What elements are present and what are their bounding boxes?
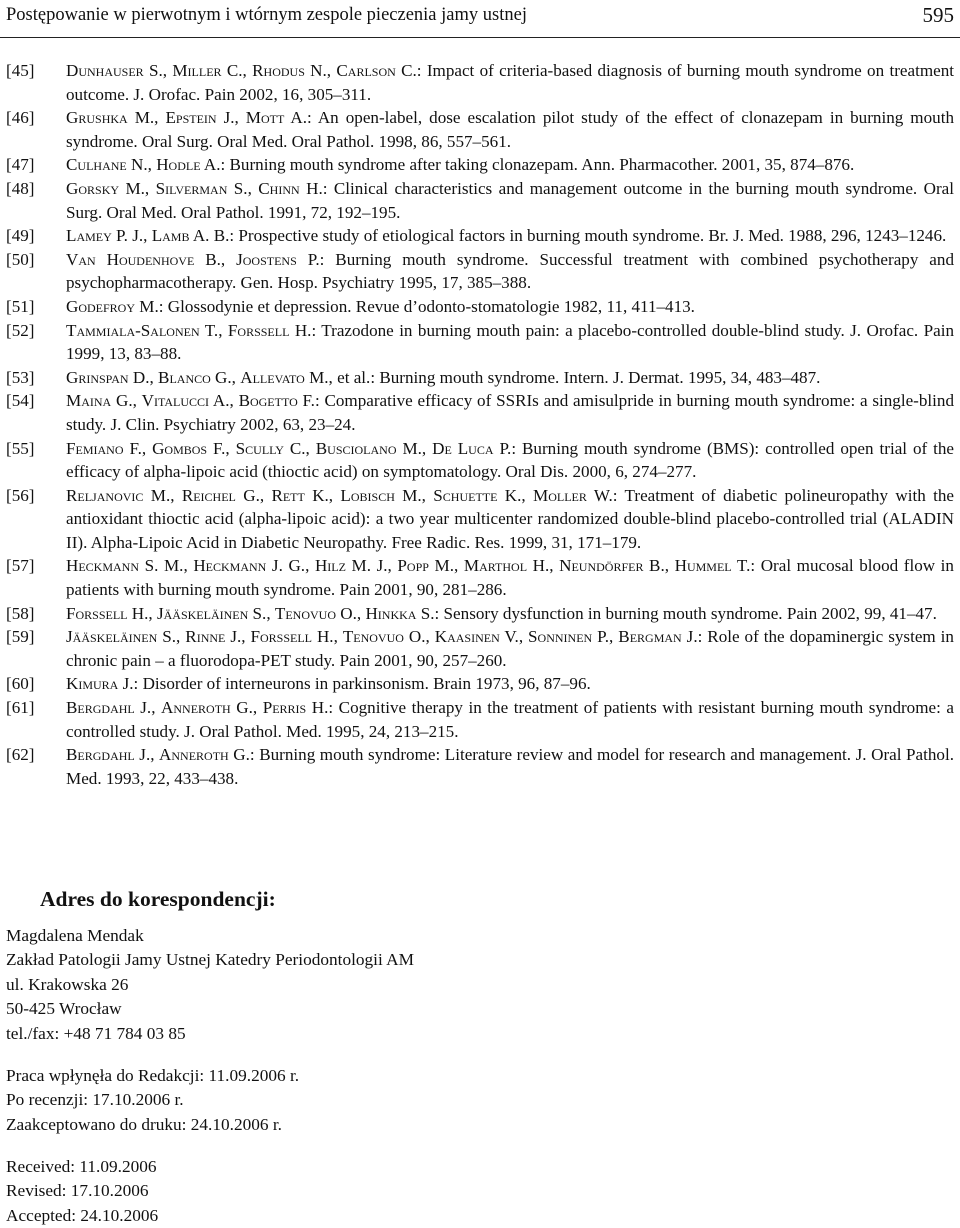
reference-number: [54] — [6, 391, 35, 411]
reference-author-initials: T.: — [731, 556, 756, 576]
reference-author-surname: Neundörfer — [559, 556, 644, 576]
reference-author-surname: Scully — [235, 438, 284, 458]
reference-number: [49] — [6, 226, 35, 246]
reference-author-initials: M., — [394, 485, 434, 505]
reference-entry — [6, 696, 954, 743]
reference-number: [60] — [6, 674, 35, 694]
reference-text: Burning mouth syndrome. Intern. J. Dermat. 1995, 34, 483–487. — [375, 367, 821, 387]
reference-number: [55] — [6, 438, 35, 458]
reference-author-surname: Maina — [66, 391, 112, 411]
reference-entry — [6, 366, 954, 390]
reference-author-surname: Bergman — [618, 627, 682, 647]
reference-author-surname: Bergdahl — [66, 745, 135, 765]
reference-author-initials: A.: — [284, 108, 312, 128]
submission-dates-pl — [6, 1064, 299, 1137]
reference-author-initials: O., — [403, 627, 435, 647]
reference-author-initials: F., — [123, 438, 153, 458]
reference-entry — [6, 389, 954, 436]
reference-author-surname: Vitalucci — [141, 391, 210, 411]
reference-entry — [6, 248, 954, 295]
reference-entry — [6, 153, 954, 177]
reference-author-surname: De Luca — [432, 438, 494, 458]
reference-author-surname: Hinkka — [365, 603, 417, 623]
reference-text: Impact of criteria-based diagnosis of burning mouth syndrome on treatment outcome. J. Orofac. Pain 2002, 16, 305–311. — [66, 61, 954, 104]
reference-text: Trazodone in burning mouth pain: a placebo-controlled double-blind study. J. Orofac. Pain 1999, 13, 83–88. — [66, 320, 954, 364]
reference-author-initials: C., — [283, 438, 316, 458]
running-head — [6, 2, 954, 28]
reference-author-initials: B., — [194, 249, 237, 269]
reference-number: [57] — [6, 556, 35, 576]
reference-author-initials: J., — [134, 698, 162, 718]
correspondence-phone: tel./fax: +48 71 784 03 85 — [6, 1023, 186, 1043]
reference-author-initials: M.: — [135, 296, 164, 316]
reference-author-initials: G., — [230, 698, 263, 718]
reference-text: Role of the dopaminergic system in chronic pain – a fluorodopa-PET study. Pain 2001, 90, 257–260. — [66, 627, 954, 670]
reference-entry — [6, 672, 954, 696]
reference-author-surname: Jääskeläinen — [66, 627, 158, 647]
reference-text: Sensory dysfunction in burning mouth syndrome. Pain 2002, 99, 41–47. — [439, 603, 937, 623]
correspondence-name: Magdalena Mendak — [6, 926, 144, 945]
reference-author-surname: Mott — [245, 108, 285, 128]
date-revised-en: Revised: 17.10.2006 — [6, 1181, 149, 1201]
reference-text: An open-label, dose escalation pilot study of the effect of clonazepam in burning mouth syndrome. Oral Surg. Oral Med. Oral Pathol. 1998, 86, 557–561. — [66, 108, 954, 151]
reference-author-surname: Culhane — [66, 155, 127, 175]
reference-author-initials: N., — [126, 155, 157, 175]
reference-author-surname: Rhodus — [252, 61, 305, 80]
reference-entry — [6, 743, 954, 790]
reference-author-surname: Busciolano — [315, 438, 397, 458]
reference-author-initials: G., — [111, 391, 142, 411]
reference-author-initials: H., — [527, 556, 560, 576]
reference-author-surname: Lobisch — [340, 485, 395, 505]
reference-author-initials: F.: — [297, 391, 320, 411]
date-received-pl: Praca wpłynęła do Redakcji: 11.09.2006 r. — [6, 1066, 300, 1085]
reference-number: [61] — [6, 698, 35, 718]
reference-author-initials: M., — [119, 178, 156, 198]
reference-author-surname: Lamey — [66, 226, 112, 246]
reference-author-initials: M., et al.: — [304, 367, 376, 387]
reference-author-surname: Hodle — [156, 155, 201, 175]
header-divider — [0, 37, 960, 38]
reference-entry — [6, 177, 954, 224]
reference-author-surname: Dunhauser — [66, 61, 144, 80]
date-received-en: Received: 11.09.2006 — [6, 1157, 157, 1176]
reference-author-initials: M., — [396, 438, 433, 458]
reference-author-initials: S.: — [416, 603, 440, 623]
reference-author-surname: Anneroth — [159, 745, 229, 765]
reference-entry — [6, 319, 954, 366]
reference-author-surname: Anneroth — [161, 698, 231, 718]
reference-author-surname: Kaasinen — [434, 627, 500, 647]
reference-author-surname: Marthol — [463, 556, 528, 576]
reference-entry — [6, 295, 954, 319]
submission-dates-en — [6, 1155, 158, 1228]
reference-author-surname: Schuette — [433, 485, 498, 505]
reference-text: Glossodynie et depression. Revue d’odonto-stomatologie 1982, 11, 411–413. — [163, 296, 695, 316]
reference-author-surname: Blanco — [158, 367, 211, 387]
reference-author-surname: Heckmann — [193, 556, 267, 576]
reference-text: Oral mucosal blood flow in patients with burning mouth syndrome. Pain 2001, 90, 281–286. — [66, 556, 954, 600]
reference-text: Burning mouth syndrome: Literature review and model for research and management. J. Oral Pathol. Med. 1993, 22, 433–438. — [66, 745, 954, 788]
reference-author-surname: Kimura — [66, 674, 119, 694]
reference-number: [50] — [6, 249, 35, 269]
reference-author-initials: F., — [207, 438, 236, 458]
reference-author-initials: P., — [592, 627, 619, 647]
reference-author-initials: M., — [127, 108, 166, 128]
reference-author-surname: Reljanovic — [66, 485, 144, 505]
reference-number: [52] — [6, 320, 35, 340]
reference-author-initials: H., — [312, 627, 343, 647]
reference-entry — [6, 484, 954, 555]
reference-author-initials: M., — [143, 485, 182, 505]
reference-entry — [6, 554, 954, 601]
reference-author-surname: Epstein — [165, 108, 217, 128]
reference-author-initials: S., — [157, 627, 186, 647]
reference-number: [62] — [6, 745, 35, 765]
reference-author-surname: Forssell — [66, 603, 128, 623]
correspondence-city: 50-425 Wrocław — [6, 999, 122, 1019]
reference-text: Prospective study of etiological factors in burning mouth syndrome. Br. J. Med. 1988, 296, 1243–1246. — [234, 226, 947, 246]
reference-author-initials: S. M., — [139, 556, 194, 576]
reference-author-surname: Silverman — [155, 178, 228, 198]
reference-entry — [6, 106, 954, 153]
correspondence-address — [6, 924, 414, 1046]
reference-number: [56] — [6, 485, 35, 505]
reference-author-surname: Rett — [271, 485, 305, 505]
date-revised-pl: Po recenzji: 17.10.2006 r. — [6, 1090, 184, 1110]
correspondence-affiliation: Zakład Patologii Jamy Ustnej Katedry Periodontologii AM — [6, 950, 414, 970]
reference-author-surname: Tammiala-Salonen — [66, 320, 200, 340]
reference-author-initials: H., — [127, 603, 157, 623]
reference-author-surname: Bogetto — [238, 391, 298, 411]
running-head-title: Postępowanie w pierwotnym i wtórnym zespole pieczenia jamy ustnej — [6, 5, 527, 25]
reference-text: Treatment of diabetic polineuropathy with the antioxidant thioctic acid (alpha-lipoic acid): a two year multicenter randomized double-blind placebo-controlled trial (ALADIN II). Alpha-Lipoic Acid in Diabetic Neuropathy. Free Radic. Res. 1999, 31, 171–179. — [66, 485, 954, 552]
reference-author-initials: H.: — [306, 698, 334, 718]
reference-author-surname: Popp — [397, 556, 429, 576]
correspondence-heading: Adres do korespondencji: — [40, 887, 276, 911]
reference-author-initials: W.: — [586, 485, 618, 505]
reference-author-surname: Carlson — [336, 61, 396, 80]
reference-author-surname: Reichel — [181, 485, 236, 505]
reference-author-surname: Forssell — [227, 320, 290, 340]
reference-text: Cognitive therapy in the treatment of patients with resistant burning mouth syndrome: a controlled study. J. Oral Pathol. Med. 1995, 24, 213–215. — [66, 698, 954, 741]
reference-text: Clinical characteristics and management outcome in the burning mouth syndrome. Oral Surg. Oral Med. Oral Pathol. 1991, 72, 192–195. — [66, 178, 955, 222]
date-accepted-pl: Zaakceptowano do druku: 24.10.2006 r. — [6, 1114, 282, 1134]
reference-author-surname: Heckmann — [66, 556, 140, 576]
reference-author-initials: G., — [235, 485, 272, 505]
reference-text: Burning mouth syndrome (BMS): controlled open trial of the efficacy of alpha-lipoic acid (thioctic acid) on symptomatology. Oral Dis. 2000, 6, 274–277. — [66, 438, 955, 482]
reference-text: Comparative efficacy of SSRIs and amisulpride in burning mouth syndrome: a single-blind study. J. Clin. Psychiatry 2002, 63, 23–24. — [66, 391, 955, 434]
reference-author-surname: Joostens — [236, 249, 297, 269]
reference-author-initials: P. J., — [111, 226, 152, 246]
reference-author-initials: J. G., — [266, 556, 315, 576]
reference-author-initials: K., — [497, 485, 534, 505]
reference-author-initials: S., — [248, 603, 275, 623]
reference-author-initials: J.: — [681, 627, 703, 647]
reference-text: Disorder of interneurons in parkinsonism. Brain 1973, 96, 87–96. — [138, 674, 591, 694]
reference-author-initials: M., — [428, 556, 464, 576]
reference-author-initials: A.: — [200, 155, 226, 175]
reference-list — [6, 59, 954, 790]
reference-author-initials: V., — [499, 627, 529, 647]
reference-author-surname: Tenovuo — [342, 627, 404, 647]
reference-author-initials: G., — [210, 367, 241, 387]
reference-author-surname: Bergdahl — [66, 698, 135, 718]
reference-author-surname: Rinne — [185, 627, 226, 647]
reference-author-initials: N., — [304, 61, 337, 80]
reference-author-surname: Sonninen — [528, 627, 593, 647]
reference-author-initials: P.: — [296, 249, 325, 269]
reference-author-initials: T., — [199, 320, 228, 340]
reference-entry — [6, 59, 954, 106]
reference-entry — [6, 625, 954, 672]
reference-author-initials: C.: — [395, 61, 422, 80]
reference-author-initials: B., — [643, 556, 675, 576]
correspondence-street: ul. Krakowska 26 — [6, 974, 129, 994]
reference-author-surname: Chinn — [258, 178, 300, 198]
reference-author-surname: Allevato — [240, 367, 305, 387]
reference-author-initials: J., — [216, 108, 246, 128]
reference-author-initials: G.: — [228, 745, 255, 765]
reference-entry — [6, 224, 954, 248]
reference-number: [59] — [6, 627, 35, 647]
reference-author-initials: D., — [128, 367, 159, 387]
reference-author-initials: O., — [336, 603, 366, 623]
reference-number: [48] — [6, 178, 35, 198]
reference-author-initials: P.: — [493, 438, 517, 458]
reference-number: [58] — [6, 603, 35, 623]
reference-author-surname: Gorsky — [66, 178, 120, 198]
reference-author-surname: Jääskeläinen — [156, 603, 249, 623]
reference-number: [53] — [6, 367, 35, 387]
reference-author-surname: Van Houdenhove — [66, 249, 195, 269]
reference-author-surname: Hilz — [314, 556, 346, 576]
reference-author-initials: H.: — [299, 178, 328, 198]
reference-author-initials: J., — [225, 627, 251, 647]
page-number: 595 — [922, 3, 954, 27]
reference-author-initials: H.: — [289, 320, 317, 340]
reference-author-initials: S., — [143, 61, 173, 80]
reference-author-surname: Grinspan — [66, 367, 129, 387]
reference-author-initials: C., — [221, 61, 253, 80]
reference-number: [45] — [6, 61, 35, 80]
reference-author-surname: Gombos — [152, 438, 208, 458]
reference-author-surname: Godefroy — [66, 296, 136, 316]
date-accepted-en: Accepted: 24.10.2006 — [6, 1205, 159, 1225]
reference-number: [46] — [6, 108, 35, 128]
reference-author-initials: K., — [304, 485, 341, 505]
reference-author-initials: J.: — [118, 674, 139, 694]
reference-author-surname: Miller — [172, 61, 222, 80]
reference-number: [51] — [6, 296, 35, 316]
reference-author-surname: Forssell — [250, 627, 312, 647]
reference-author-surname: Moller — [533, 485, 587, 505]
reference-number: [47] — [6, 155, 35, 175]
reference-author-surname: Grushka — [66, 108, 128, 128]
reference-author-initials: M. J., — [345, 556, 398, 576]
reference-author-initials: S., — [227, 178, 259, 198]
reference-author-surname: Lamb — [151, 226, 190, 246]
reference-author-initials: A., — [209, 391, 239, 411]
reference-text: Burning mouth syndrome after taking clonazepam. Ann. Pharmacother. 2001, 35, 874–876. — [225, 155, 855, 175]
reference-author-surname: Femiano — [66, 438, 124, 458]
reference-author-surname: Tenovuo — [274, 603, 336, 623]
reference-author-initials: A. B.: — [189, 226, 235, 246]
reference-entry — [6, 602, 954, 626]
reference-author-surname: Hummel — [674, 556, 732, 576]
reference-entry — [6, 437, 954, 484]
reference-author-surname: Perris — [262, 698, 307, 718]
reference-text: Burning mouth syndrome. Successful treatment with combined psychotherapy and psychopharmacotherapy. Gen. Hosp. Psychiatry 1995, 17, 385–388. — [66, 249, 954, 293]
reference-author-initials: J., — [134, 745, 160, 765]
